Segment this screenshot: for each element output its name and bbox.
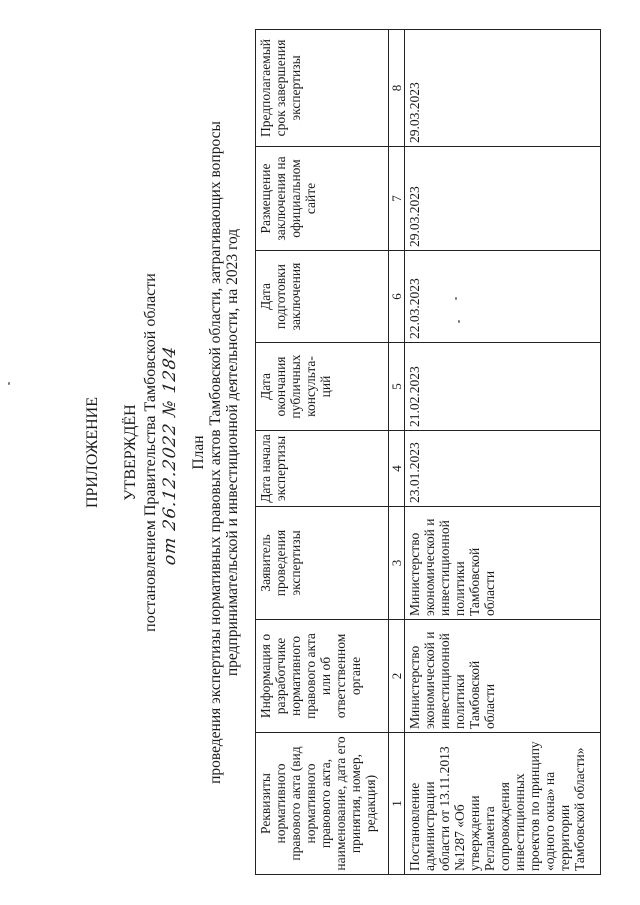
scan-speck (455, 297, 457, 300)
plan-line-2: предпринимательской и инвестиционной деятельности, на 2023 год (224, 228, 241, 677)
expertise-plan-table (255, 29, 601, 875)
header-cell: Заявитель проведения экспертизы (256, 507, 389, 620)
applicant-cell: Министерство экономической и инвестиционной политики Тамбовской области (405, 507, 601, 620)
consultation-end-cell: 21.02.2023 (405, 343, 601, 431)
column-number: 5 (389, 343, 405, 431)
developer-cell: Министерство экономической и инвестиционной политики Тамбовской области (405, 620, 601, 733)
completion-date-cell: 29.03.2023 (405, 30, 601, 147)
header-cell: Дата окончания публичных консульта-ций (256, 343, 389, 431)
decree-date-handwritten: от 26.12.2022 № 1284 (160, 344, 180, 567)
table-row (405, 30, 601, 875)
column-number: 4 (389, 431, 405, 507)
header-cell: Предполагаемый срок завершения экспертизы (256, 30, 389, 147)
header-cell: Дата подготовки заключения (256, 251, 389, 343)
column-number: 7 (389, 147, 405, 251)
header-cell: Реквизиты нормативного правового акта (вид нормативного правового акта, наименование, дата его принятия, номер, редакция) (256, 733, 389, 875)
scan-speck (8, 382, 10, 385)
column-number-row (389, 30, 405, 875)
column-number: 6 (389, 251, 405, 343)
approved-label: УТВЕРЖДЁН (122, 404, 139, 501)
column-number: 3 (389, 507, 405, 620)
start-date-cell: 23.01.2023 (405, 431, 601, 507)
plan-title: План (190, 435, 207, 470)
column-number: 8 (389, 30, 405, 147)
publication-date-cell: 29.03.2023 (405, 147, 601, 251)
column-number: 1 (389, 733, 405, 875)
act-details-cell: Постановление администрации области от 13.11.2013 №1287 «Об утверждении Регламента сопровождения инвестиционных проектов по принципу «одного окна» на территории Тамбовской области» (405, 733, 601, 875)
conclusion-date-cell: 22.03.2023 (405, 251, 601, 343)
column-number: 2 (389, 620, 405, 733)
header-cell: Дата начала экспертизы (256, 431, 389, 507)
table-header-row (256, 30, 389, 875)
decree-text: постановлением Правительства Тамбовской области (142, 273, 159, 632)
appendix-title: ПРИЛОЖЕНИЕ (84, 397, 101, 509)
scan-speck (458, 320, 460, 323)
header-cell: Размещение заключения на официальном сайте (256, 147, 389, 251)
plan-line-1: проведения экспертизы нормативных правовых актов Тамбовской области, затрагивающих вопросы (207, 121, 224, 784)
header-cell: Информация о разработчике нормативного правового акта или об ответственном органе (256, 620, 389, 733)
